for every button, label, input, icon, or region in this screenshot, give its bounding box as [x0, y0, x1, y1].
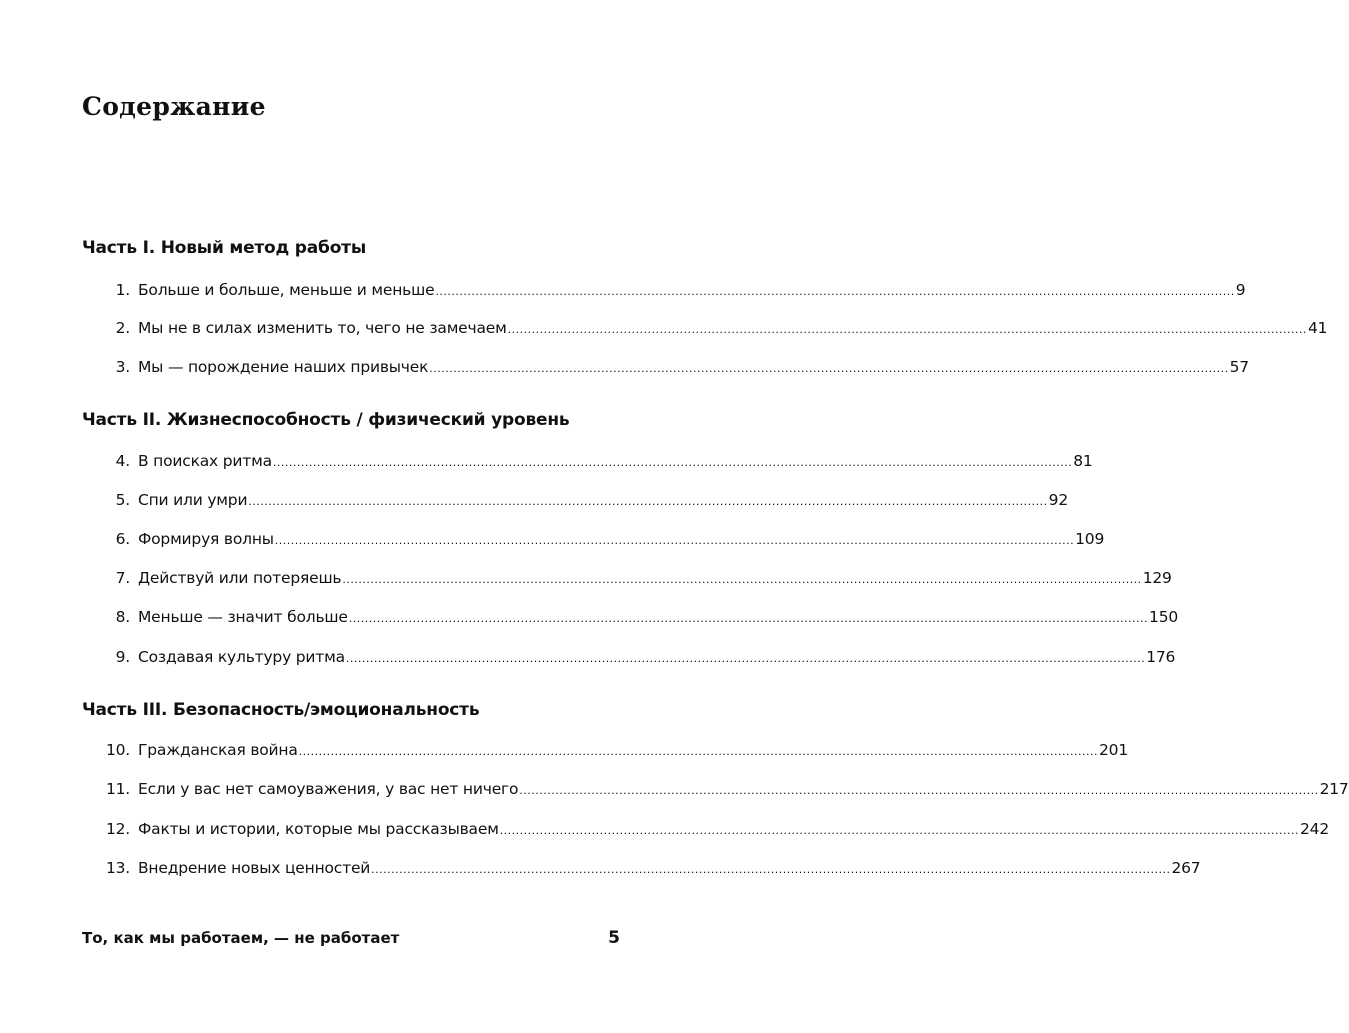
entry-title: Факты и истории, которые мы рассказываем [138, 820, 499, 838]
entry-number: 2. [115, 319, 130, 337]
entry-title: Спи или умри [138, 491, 248, 509]
entry-title: Внедрение новых ценностей [138, 859, 371, 877]
entry-page: 267 [1171, 859, 1201, 877]
page-title: Содержание [82, 92, 266, 121]
entry-number: 3. [115, 358, 130, 376]
toc-entry[interactable] [100, 491, 1068, 513]
toc-entry[interactable] [100, 281, 1246, 303]
toc-entry[interactable] [100, 859, 1201, 881]
entry-page: 201 [1099, 741, 1128, 759]
entry-page: 9 [1235, 281, 1246, 299]
dot-leader: ........................................................................................................................................................................................................ [435, 285, 1235, 298]
entry-title: Создавая культуру ритма [138, 648, 345, 666]
entry-page: 81 [1073, 452, 1093, 470]
entry-title: В поисках ритма [138, 452, 272, 470]
toc-entry[interactable] [100, 780, 1349, 802]
entry-page: 217 [1319, 780, 1349, 798]
entry-page: 242 [1300, 820, 1330, 838]
entry-number: 8. [115, 608, 130, 626]
entry-title: Формируя волны [138, 530, 274, 548]
toc-entry[interactable] [100, 648, 1176, 670]
dot-leader: ........................................................................................................................................................................................................ [298, 745, 1098, 758]
toc-entry[interactable] [100, 358, 1249, 380]
toc-entry[interactable] [100, 319, 1328, 341]
dot-leader: ........................................................................................................................................................................................................ [429, 362, 1229, 375]
dot-leader: ........................................................................................................................................................................................................ [272, 456, 1073, 469]
entry-title: Если у вас нет самоуважения, у вас нет ничего [138, 780, 519, 798]
entry-page: 57 [1229, 358, 1249, 376]
page-number: 5 [608, 928, 620, 948]
entry-page: 129 [1142, 569, 1172, 587]
entry-number: 7. [115, 569, 130, 587]
entry-number: 13. [105, 859, 130, 877]
entry-title: Мы не в силах изменить то, чего не замечаем [138, 319, 507, 337]
dot-leader: ........................................................................................................................................................................................................ [371, 863, 1171, 876]
entry-number: 5. [115, 491, 130, 509]
toc-entry[interactable] [100, 452, 1093, 474]
toc-entry[interactable] [100, 569, 1172, 591]
dot-leader: ........................................................................................................................................................................................................ [499, 824, 1300, 837]
dot-leader: ........................................................................................................................................................................................................ [274, 534, 1075, 547]
part-heading: Часть I. Новый метод работы [82, 238, 366, 258]
toc-entry[interactable] [100, 608, 1179, 630]
dot-leader: ........................................................................................................................................................................................................ [248, 495, 1048, 508]
toc-entry[interactable] [100, 530, 1105, 552]
entry-page: 150 [1149, 608, 1179, 626]
dot-leader: ........................................................................................................................................................................................................ [345, 652, 1146, 665]
page-footer [82, 928, 620, 948]
entry-number: 12. [105, 820, 130, 838]
entry-page: 92 [1048, 491, 1068, 509]
entry-page: 41 [1307, 319, 1328, 337]
entry-page: 176 [1146, 648, 1176, 666]
entry-title: Действуй или потеряешь [138, 569, 342, 587]
entry-number: 1. [115, 281, 130, 299]
dot-leader: ........................................................................................................................................................................................................ [342, 573, 1142, 586]
entry-title: Мы — порождение наших привычек [138, 358, 429, 376]
entry-number: 9. [115, 648, 130, 666]
dot-leader: ........................................................................................................................................................................................................ [348, 612, 1149, 625]
entry-title: Гражданская война [138, 741, 298, 759]
entry-title: Меньше — значит больше [138, 608, 348, 626]
entry-number: 4. [115, 452, 130, 470]
entry-number: 11. [105, 780, 130, 798]
entry-number: 6. [115, 530, 130, 548]
dot-leader: ........................................................................................................................................................................................................ [507, 323, 1307, 336]
part-heading: Часть III. Безопасность/эмоциональность [82, 700, 480, 720]
entry-number: 10. [105, 741, 130, 759]
toc-entry[interactable] [100, 741, 1128, 763]
toc-entry[interactable] [100, 820, 1330, 842]
running-title: То, как мы работаем, — не работает [82, 929, 400, 947]
part-heading: Часть II. Жизнеспособность / физический уровень [82, 410, 570, 430]
entry-title: Больше и больше, меньше и меньше [138, 281, 435, 299]
dot-leader: ........................................................................................................................................................................................................ [519, 784, 1319, 797]
entry-page: 109 [1075, 530, 1105, 548]
